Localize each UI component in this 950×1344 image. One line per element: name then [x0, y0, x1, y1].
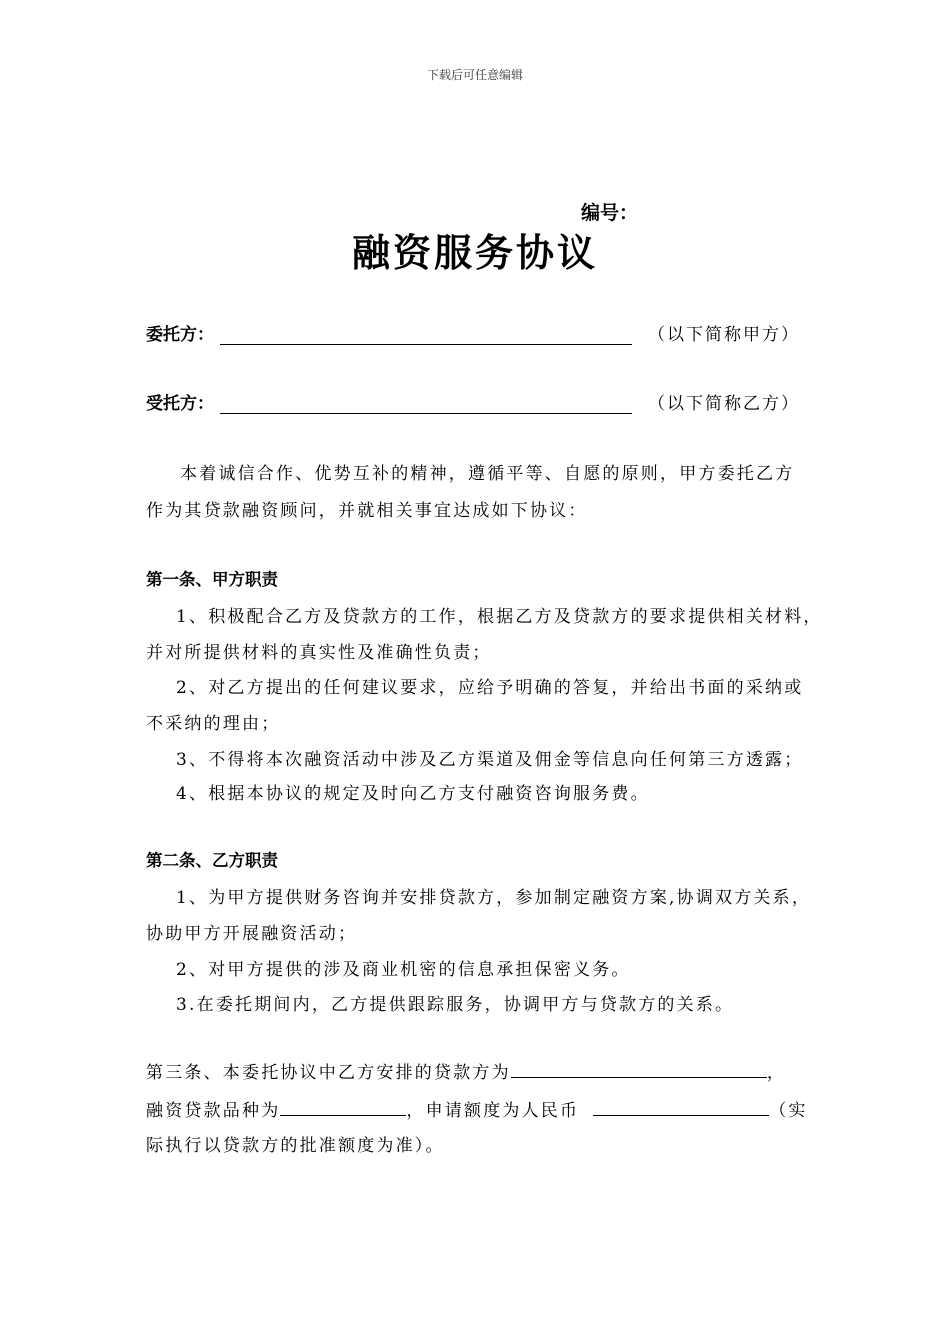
party-a-blank: [220, 344, 632, 345]
article-3-line-1: [146, 1058, 786, 1083]
party-b-label: 受托方：: [146, 394, 214, 414]
article-3-text: 第三条、本委托协议中乙方安排的贷款方为: [146, 1063, 511, 1083]
article-2-line: 1、为甲方提供财务咨询并安排贷款方，参加制定融资方案,协调双方关系，: [176, 888, 812, 908]
article-1-line: 4、根据本协议的规定及时向乙方支付融资咨询服务费。: [176, 784, 650, 804]
document-title: 融资服务协议: [351, 231, 598, 275]
article-3-comma: ，: [766, 1063, 787, 1083]
article-3-text: 融资贷款品种为: [146, 1101, 281, 1121]
preamble-line: 作为其贷款融资顾问，并就相关事宜达成如下协议：: [146, 501, 588, 521]
amount-blank: [593, 1097, 769, 1116]
party-a-note: （以下简称甲方）: [648, 325, 800, 345]
article-1-line: 3、不得将本次融资活动中涉及乙方渠道及佣金等信息向任何第三方透露；: [176, 750, 804, 770]
article-2-heading: 第二条、乙方职责: [146, 851, 278, 870]
article-1-line: 不采纳的理由；: [146, 714, 281, 734]
article-1-line: 2、对乙方提出的任何建议要求，应给予明确的答复，并给出书面的采纳或: [176, 678, 804, 698]
article-2-line: 2、对甲方提供的涉及商业机密的信息承担保密义务。: [176, 960, 631, 980]
article-1-line: 并对所提供材料的真实性及准确性负责；: [146, 643, 492, 663]
article-2-line: 协助甲方开展融资活动；: [146, 924, 358, 944]
loan-type-blank: [280, 1097, 406, 1116]
article-2-line: 3.在委托期间内，乙方提供跟踪服务，协调甲方与贷款方的关系。: [176, 995, 735, 1015]
article-3-text: （实: [769, 1101, 808, 1121]
header-note: 下载后可任意编辑: [426, 68, 523, 82]
lender-blank: [511, 1059, 767, 1078]
article-1-line: 1、积极配合乙方及贷款方的工作，根据乙方及贷款方的要求提供相关材料，: [176, 607, 823, 627]
article-1-heading: 第一条、甲方职责: [146, 570, 278, 589]
party-b-blank: [220, 413, 632, 414]
article-3-text: ，申请额度为人民币: [406, 1101, 580, 1121]
doc-number-label: 编号：: [581, 202, 639, 224]
preamble-line: 本着诚信合作、优势互补的精神，遵循平等、自愿的原则，甲方委托乙方: [180, 464, 795, 484]
party-a-label: 委托方：: [146, 325, 214, 345]
article-3-line-2: [146, 1096, 808, 1121]
article-3-line-3: 际执行以贷款方的批准额度为准）。: [146, 1136, 445, 1156]
party-b-note: （以下简称乙方）: [648, 394, 800, 414]
